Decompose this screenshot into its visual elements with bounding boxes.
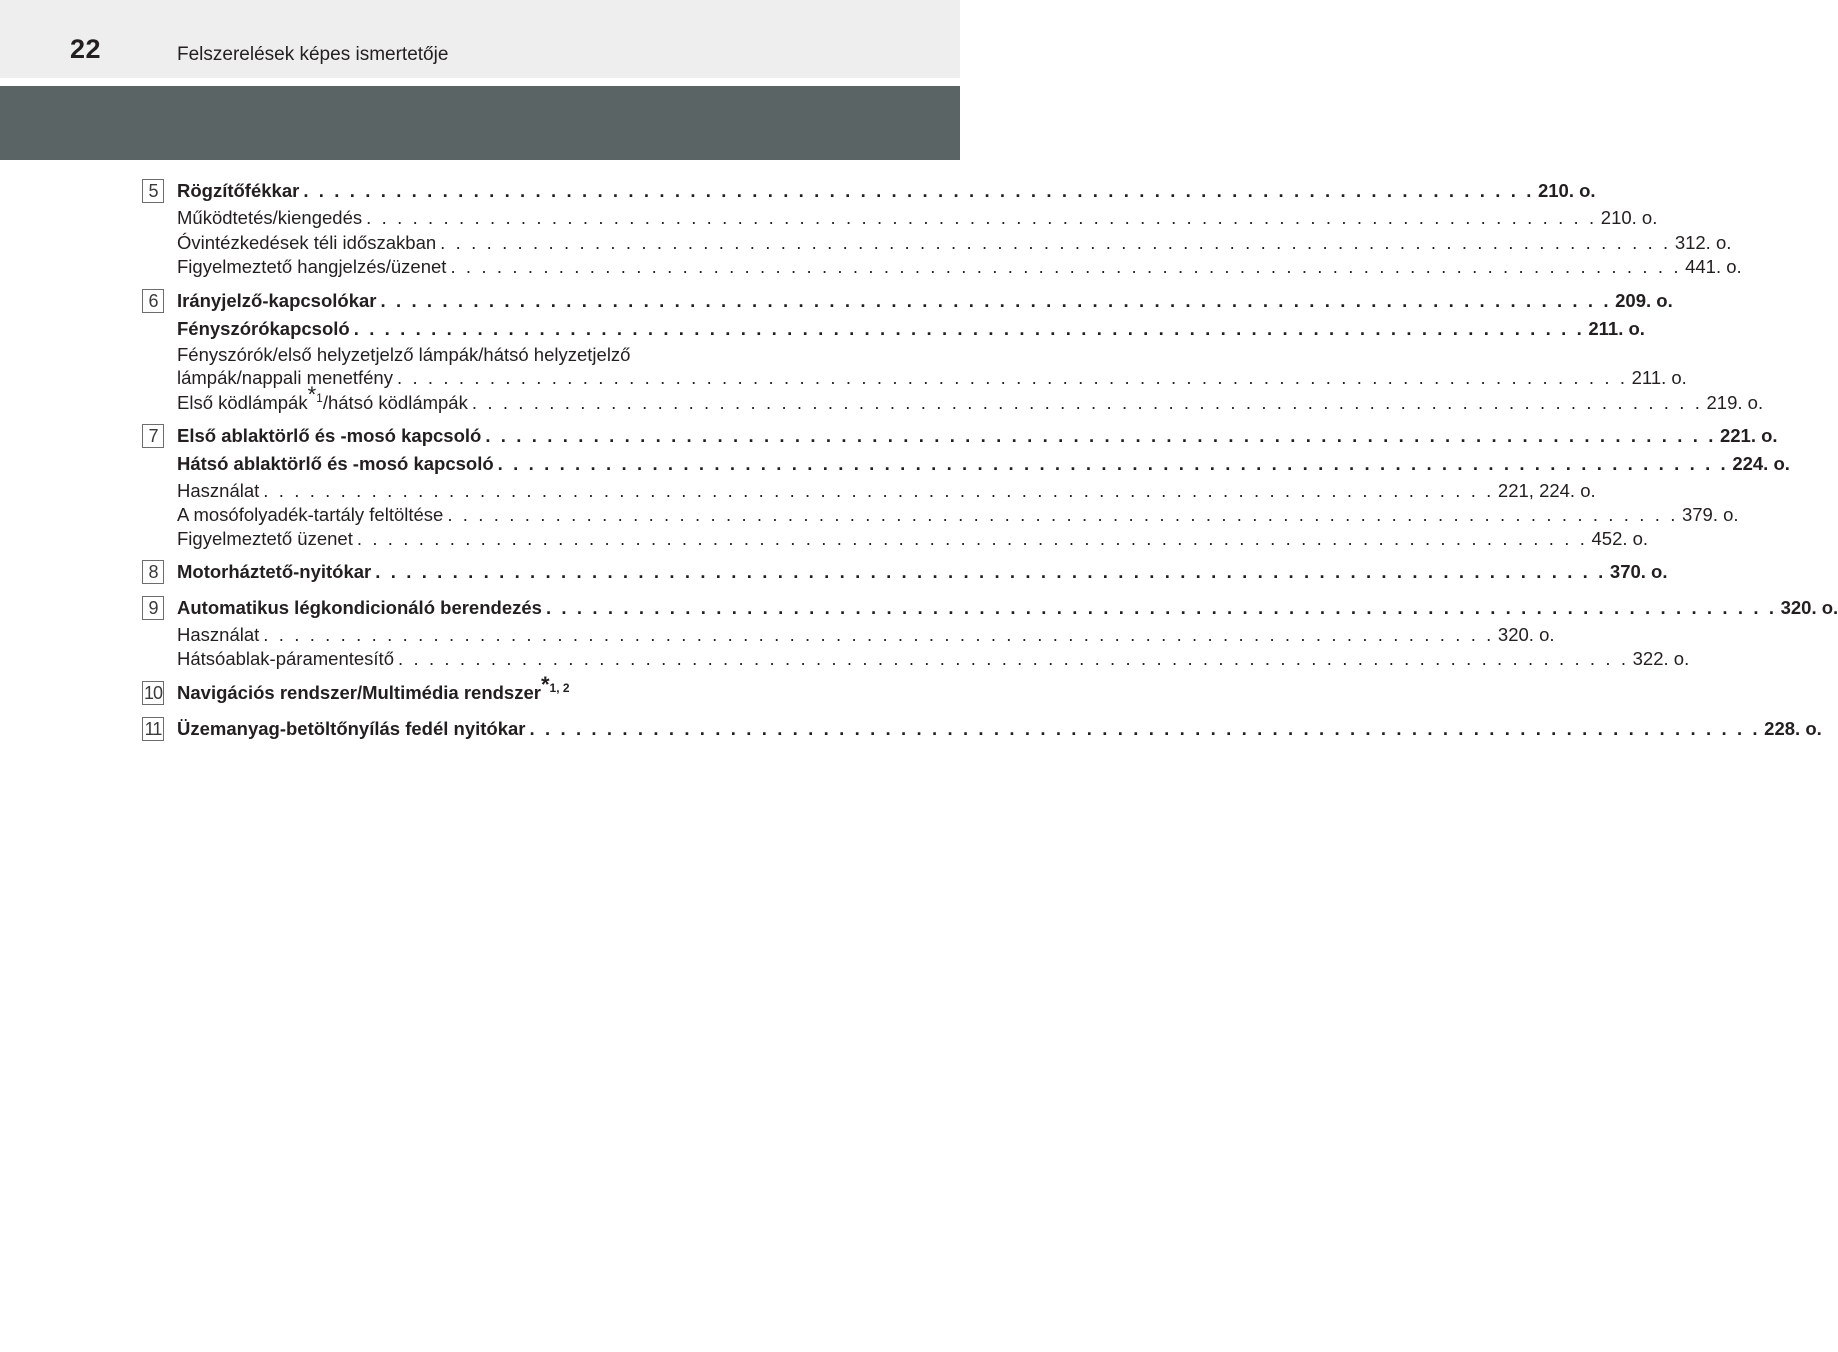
footnote-marker: [307, 381, 323, 407]
dot-leader: . . . . . . . . . . . . . . . . . . . . . . . . . . . . . . . . . . . . . . . . . . . . . . . . . . . . . . . . . . . . . . . . . . . . . . . . . . . . . . . .: [529, 718, 1761, 739]
dot-leader: . . . . . . . . . . . . . . . . . . . . . . . . . . . . . . . . . . . . . . . . . . . . . . . . . . . . . . . . . . . . . . . . . . . . . . . . . . . . . . . .: [485, 425, 1716, 446]
item-marker-8: 8: [142, 560, 164, 584]
subentry-text: Első ködlámpák: [177, 392, 308, 413]
dot-leader: . . . . . . . . . . . . . . . . . . . . . . . . . . . . . . . . . . . . . . . . . . . . . . . . . . . . . . . . . . . . . . . . . . . . . . . . . . . . . . . .: [447, 504, 1678, 525]
subentry-title: [177, 381, 468, 414]
header-band: [0, 0, 960, 78]
page-reference: 379. o.: [1681, 504, 1739, 525]
dot-leader: . . . . . . . . . . . . . . . . . . . . . . . . . . . . . . . . . . . . . . . . . . . . . . . . . . . . . . . . . . . . . . . . . . . . . . . . . . . . . . . .: [396, 367, 1628, 388]
page-reference: 221, 224. o.: [1497, 480, 1596, 501]
index-subentry[interactable]: [177, 528, 1649, 554]
footnote-marker: [540, 671, 570, 697]
subentry-title: Működtetés/kiengedés: [177, 207, 363, 228]
section-banner: [0, 86, 960, 160]
item-marker-10: 10: [143, 683, 163, 703]
subentry-title: lámpák/nappali menetfény: [177, 367, 393, 388]
dot-leader: . . . . . . . . . . . . . . . . . . . . . . . . . . . . . . . . . . . . . . . . . . . . . . . . . . . . . . . . . . . . . . . . . . . . . . . . . . . . . . . .: [303, 180, 1534, 201]
dot-leader: . . . . . . . . . . . . . . . . . . . . . . . . . . . . . . . . . . . . . . . . . . . . . . . . . . . . . . . . . . . . . . . . . . . . . . . . . . . . . . . .: [440, 232, 1671, 253]
dot-leader: . . . . . . . . . . . . . . . . . . . . . . . . . . . . . . . . . . . . . . . . . . . . . . . . . . . . . . . . . . . . . . . . . . . . . . . . . . . . . . . .: [263, 480, 1494, 501]
subentry-title: Figyelmeztető üzenet: [177, 528, 353, 549]
page-reference: 210. o.: [1537, 180, 1596, 201]
page-reference: 370. o.: [1609, 561, 1668, 582]
asterisk-icon: *: [307, 381, 317, 407]
footnote-number: 1: [316, 390, 323, 405]
page-reference: 224. o.: [1732, 453, 1790, 474]
dot-leader: . . . . . . . . . . . . . . . . . . . . . . . . . . . . . . . . . . . . . . . . . . . . . . . . . . . . . . . . . . . . . . . . . . . . . . . . . . . . . . . .: [366, 207, 1597, 228]
dot-leader: . . . . . . . . . . . . . . . . . . . . . . . . . . . . . . . . . . . . . . . . . . . . . . . . . . . . . . . . . . . . . . . . . . . . . . . . . . . . . . . .: [380, 290, 1612, 311]
subentry-title-line: Fényszórók/első helyzetjelző lámpák/hátsó helyzetjelző: [177, 344, 631, 365]
subentry-text: /hátsó ködlámpák: [322, 392, 468, 413]
index-entry[interactable]: [177, 180, 1596, 206]
entry-title: Navigációs rendszer/Multimédia rendszer: [177, 682, 541, 703]
subentry-title: Használat: [177, 624, 260, 645]
page-reference: 210. o.: [1600, 207, 1658, 228]
index-entry[interactable]: [177, 290, 1673, 316]
item-marker-6: 6: [142, 289, 164, 313]
page-reference: 322. o.: [1632, 648, 1690, 669]
item-marker-11: 11: [142, 717, 164, 741]
entry-title: Motorháztető-nyitókar: [177, 561, 372, 582]
section-title: Felszerelések képes ismertetője: [177, 44, 449, 65]
index-entry[interactable]: [177, 453, 1790, 479]
dot-leader: . . . . . . . . . . . . . . . . . . . . . . . . . . . . . . . . . . . . . . . . . . . . . . . . . . . . . . . . . . . . . . . . . . . . . . . . . . . . . . . .: [545, 597, 1777, 618]
index-entry[interactable]: [177, 671, 570, 708]
index-entry[interactable]: [177, 597, 1838, 623]
index-subentry[interactable]: [177, 504, 1739, 530]
page-reference: 228. o.: [1764, 718, 1822, 739]
page-reference: 209. o.: [1615, 290, 1673, 311]
index-subentry[interactable]: [177, 232, 1732, 258]
page-reference: 219. o.: [1706, 392, 1764, 413]
dot-leader: . . . . . . . . . . . . . . . . . . . . . . . . . . . . . . . . . . . . . . . . . . . . . . . . . . . . . . . . . . . . . . . . . . . . . . . . . . . . . . . .: [450, 256, 1682, 277]
dot-leader: . . . . . . . . . . . . . . . . . . . . . . . . . . . . . . . . . . . . . . . . . . . . . . . . . . . . . . . . . . . . . . . . . . . . . . . . . . . . . . . .: [356, 528, 1588, 549]
subentry-title: Figyelmeztető hangjelzés/üzenet: [177, 256, 447, 277]
subentry-title: Hátsóablak-páramentesítő: [177, 648, 394, 669]
item-marker-5: 5: [142, 179, 164, 203]
index-entry[interactable]: [177, 561, 1668, 587]
page-reference: 312. o.: [1674, 232, 1732, 253]
index-subentry[interactable]: [177, 480, 1596, 506]
page-reference: 320. o.: [1497, 624, 1555, 645]
page-reference: 441. o.: [1685, 256, 1742, 277]
index-subentry[interactable]: [177, 624, 1555, 650]
entry-title: Üzemanyag-betöltőnyílás fedél nyitókar: [177, 718, 526, 739]
dot-leader: . . . . . . . . . . . . . . . . . . . . . . . . . . . . . . . . . . . . . . . . . . . . . . . . . . . . . . . . . . . . . . . . . . . . . . . . . . . . . . . .: [353, 318, 1585, 339]
page-reference: 211. o.: [1588, 318, 1645, 339]
entry-title: Irányjelző-kapcsolókar: [177, 290, 377, 311]
index-subentry[interactable]: [177, 381, 1764, 418]
subentry-title: A mosófolyadék-tartály feltöltése: [177, 504, 444, 525]
index-subentry[interactable]: [177, 367, 1687, 393]
index-entry[interactable]: [177, 425, 1778, 451]
entry-title: Hátsó ablaktörlő és -mosó kapcsoló: [177, 453, 494, 474]
dot-leader: . . . . . . . . . . . . . . . . . . . . . . . . . . . . . . . . . . . . . . . . . . . . . . . . . . . . . . . . . . . . . . . . . . . . . . . . . . . . . . . .: [471, 392, 1703, 413]
dot-leader: . . . . . . . . . . . . . . . . . . . . . . . . . . . . . . . . . . . . . . . . . . . . . . . . . . . . . . . . . . . . . . . . . . . . . . . . . . . . . . . .: [497, 453, 1729, 474]
page-reference: 221. o.: [1719, 425, 1778, 446]
index-subentry[interactable]: [177, 207, 1658, 233]
subentry-title: Óvintézkedések téli időszakban: [177, 232, 437, 253]
item-marker-9: 9: [142, 596, 164, 620]
index-subentry[interactable]: [177, 648, 1690, 674]
page-reference: 452. o.: [1591, 528, 1649, 549]
subentry-title: Használat: [177, 480, 260, 501]
index-entry[interactable]: [177, 318, 1645, 344]
entry-title: Rögzítőfékkar: [177, 180, 300, 201]
item-marker-7: 7: [142, 424, 164, 448]
index-subentry[interactable]: [177, 256, 1742, 282]
entry-title: Automatikus légkondicionáló berendezés: [177, 597, 542, 618]
page-number: 22: [70, 34, 102, 64]
dot-leader: . . . . . . . . . . . . . . . . . . . . . . . . . . . . . . . . . . . . . . . . . . . . . . . . . . . . . . . . . . . . . . . . . . . . . . . . . . . . . . . .: [397, 648, 1629, 669]
footnote-number: 1, 2: [549, 680, 570, 695]
asterisk-icon: *: [540, 671, 550, 697]
entry-title: Fényszórókapcsoló: [177, 318, 350, 339]
dot-leader: . . . . . . . . . . . . . . . . . . . . . . . . . . . . . . . . . . . . . . . . . . . . . . . . . . . . . . . . . . . . . . . . . . . . . . . . . . . . . . . .: [263, 624, 1494, 645]
entry-title: Első ablaktörlő és -mosó kapcsoló: [177, 425, 482, 446]
dot-leader: . . . . . . . . . . . . . . . . . . . . . . . . . . . . . . . . . . . . . . . . . . . . . . . . . . . . . . . . . . . . . . . . . . . . . . . . . . . . . . . .: [375, 561, 1606, 582]
page-reference: 211. o.: [1631, 367, 1687, 388]
index-entry[interactable]: [177, 718, 1822, 744]
page-reference: 320. o.: [1780, 597, 1838, 618]
